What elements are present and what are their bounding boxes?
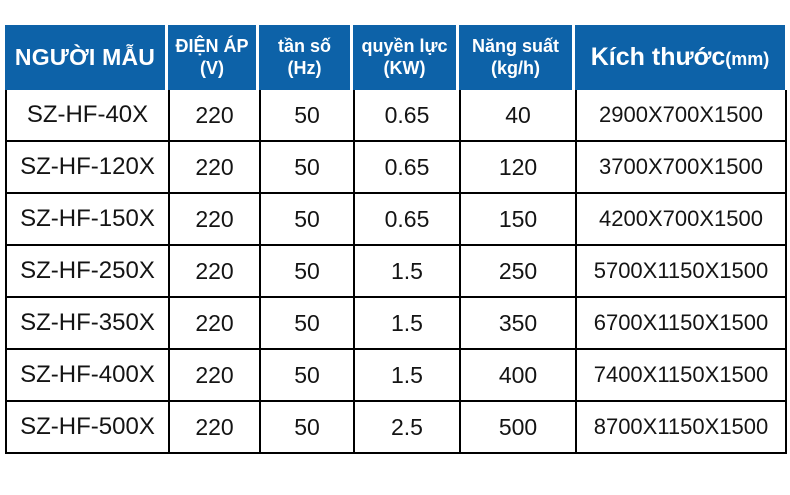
product-spec-table: [5, 25, 785, 454]
cell-capacity: 400: [461, 350, 577, 402]
header-frequency-label: tần số: [277, 36, 331, 57]
cell-model: SZ-HF-40X: [7, 90, 170, 142]
cell-voltage: 220: [170, 246, 261, 298]
cell-voltage: 220: [170, 402, 261, 454]
cell-power: 0.65: [355, 142, 461, 194]
cell-dimensions: 6700X1150X1500: [577, 298, 787, 350]
header-cell-frequency: [259, 25, 353, 90]
header-capacity-label: Năng suất: [471, 36, 559, 57]
cell-model: SZ-HF-500X: [7, 402, 170, 454]
cell-power: 2.5: [355, 402, 461, 454]
cell-frequency: 50: [261, 350, 355, 402]
cell-dimensions: 4200X700X1500: [577, 194, 787, 246]
cell-model: SZ-HF-250X: [7, 246, 170, 298]
cell-capacity: 350: [461, 298, 577, 350]
cell-power: 1.5: [355, 298, 461, 350]
cell-dimensions: 7400X1150X1500: [577, 350, 787, 402]
cell-voltage: 220: [170, 298, 261, 350]
cell-capacity: 40: [461, 90, 577, 142]
header-cell-voltage: [168, 25, 259, 90]
header-voltage-unit: (V): [200, 57, 224, 78]
cell-frequency: 50: [261, 194, 355, 246]
header-cell-dimensions: [575, 25, 785, 90]
table-body: [5, 90, 785, 454]
cell-power: 1.5: [355, 246, 461, 298]
cell-power: 0.65: [355, 194, 461, 246]
cell-frequency: 50: [261, 246, 355, 298]
cell-power: 1.5: [355, 350, 461, 402]
cell-capacity: 250: [461, 246, 577, 298]
table-header-row: [5, 25, 785, 90]
header-cell-capacity: [459, 25, 575, 90]
cell-capacity: 120: [461, 142, 577, 194]
cell-model: SZ-HF-150X: [7, 194, 170, 246]
cell-frequency: 50: [261, 402, 355, 454]
header-capacity-unit: (kg/h): [491, 57, 540, 78]
cell-model: SZ-HF-350X: [7, 298, 170, 350]
header-power-unit: (KW): [383, 57, 426, 78]
header-frequency-unit: (Hz): [287, 57, 322, 78]
cell-voltage: 220: [170, 90, 261, 142]
header-power-label: quyền lực: [361, 36, 448, 57]
header-cell-power: [353, 25, 459, 90]
header-model-label: NGƯỜI MẪU: [14, 43, 156, 70]
cell-dimensions: 2900X700X1500: [577, 90, 787, 142]
cell-power: 0.65: [355, 90, 461, 142]
cell-model: SZ-HF-120X: [7, 142, 170, 194]
header-dimensions-label: Kích thước: [590, 42, 726, 71]
header-cell-model: [5, 25, 168, 90]
header-dimensions-unit: (mm): [725, 48, 770, 69]
cell-voltage: 220: [170, 142, 261, 194]
cell-model: SZ-HF-400X: [7, 350, 170, 402]
cell-dimensions: 8700X1150X1500: [577, 402, 787, 454]
cell-dimensions: 3700X700X1500: [577, 142, 787, 194]
cell-voltage: 220: [170, 350, 261, 402]
cell-capacity: 150: [461, 194, 577, 246]
header-voltage-label: ĐIỆN ÁP: [175, 36, 249, 57]
cell-capacity: 500: [461, 402, 577, 454]
cell-voltage: 220: [170, 194, 261, 246]
cell-frequency: 50: [261, 90, 355, 142]
cell-frequency: 50: [261, 142, 355, 194]
cell-dimensions: 5700X1150X1500: [577, 246, 787, 298]
cell-frequency: 50: [261, 298, 355, 350]
